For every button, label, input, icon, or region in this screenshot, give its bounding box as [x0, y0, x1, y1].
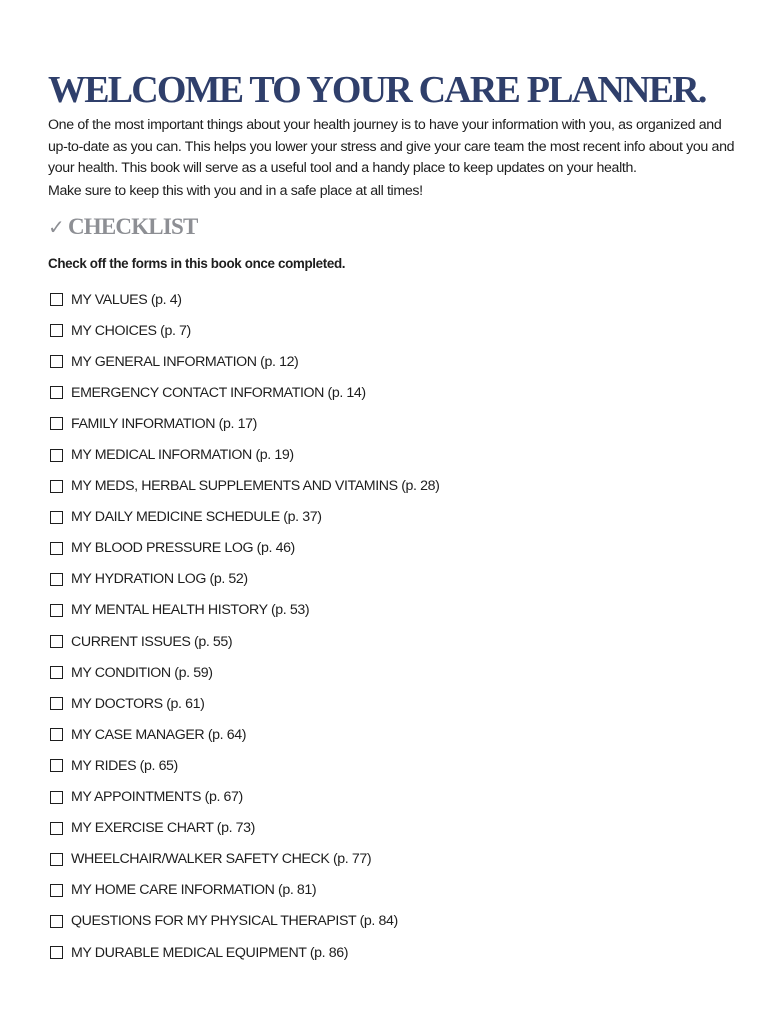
safety-note: Make sure to keep this with you and in a safe place at all times!	[48, 183, 423, 199]
checklist-item[interactable]	[50, 346, 439, 377]
page-title: WELCOME TO YOUR CARE PLANNER.	[48, 69, 706, 111]
checkbox[interactable]	[50, 853, 63, 866]
checkbox[interactable]	[50, 822, 63, 835]
checklist-item-label: MY MENTAL HEALTH HISTORY (p. 53)	[71, 602, 310, 619]
checkbox[interactable]	[50, 635, 63, 648]
checkbox[interactable]	[50, 293, 63, 306]
checkbox[interactable]	[50, 728, 63, 741]
checklist-item[interactable]	[50, 875, 439, 906]
checklist-item-label: EMERGENCY CONTACT INFORMATION (p. 14)	[71, 384, 366, 401]
checklist-item[interactable]	[50, 595, 439, 626]
checkbox[interactable]	[50, 915, 63, 928]
checklist-item[interactable]	[50, 408, 439, 439]
checklist-item[interactable]	[50, 688, 439, 719]
checklist-item[interactable]	[50, 750, 439, 781]
checklist-item-label: MY CONDITION (p. 59)	[71, 664, 213, 681]
checklist-item[interactable]	[50, 439, 439, 470]
checklist-item[interactable]	[50, 564, 439, 595]
checklist-item-label: MY APPOINTMENTS (p. 67)	[71, 789, 243, 806]
checklist-instruction: Check off the forms in this book once completed.	[48, 256, 346, 271]
checkbox[interactable]	[50, 480, 63, 493]
checklist-item-label: MY DURABLE MEDICAL EQUIPMENT (p. 86)	[71, 944, 349, 961]
checkbox[interactable]	[50, 355, 63, 368]
checkbox[interactable]	[50, 449, 63, 462]
checkbox[interactable]	[50, 324, 63, 337]
checklist-item[interactable]	[50, 782, 439, 813]
checklist-item-label: MY MEDS, HERBAL SUPPLEMENTS AND VITAMINS (p. 28)	[71, 478, 440, 495]
checklist-item-label: MY MEDICAL INFORMATION (p. 19)	[71, 447, 294, 464]
checklist-item[interactable]	[50, 844, 439, 875]
checkbox[interactable]	[50, 511, 63, 524]
checkbox[interactable]	[50, 884, 63, 897]
checkmark-icon: ✓	[48, 215, 64, 239]
checkbox[interactable]	[50, 542, 63, 555]
checklist-item[interactable]	[50, 657, 439, 688]
checklist-heading-label: CHECKLIST	[67, 214, 198, 239]
checklist-item[interactable]	[50, 626, 439, 657]
checkbox[interactable]	[50, 604, 63, 617]
checklist-heading	[48, 214, 198, 240]
checklist-item-label: QUESTIONS FOR MY PHYSICAL THERAPIST (p. 84)	[71, 913, 398, 930]
checkbox[interactable]	[50, 573, 63, 586]
checklist-item-label: MY EXERCISE CHART (p. 73)	[71, 820, 255, 837]
checkbox[interactable]	[50, 946, 63, 959]
checklist-item-label: FAMILY INFORMATION (p. 17)	[71, 415, 257, 432]
checklist-item[interactable]	[50, 502, 439, 533]
checklist-item[interactable]	[50, 719, 439, 750]
checklist-item[interactable]	[50, 284, 439, 315]
checklist-item[interactable]	[50, 315, 439, 346]
checklist-item-label: MY HOME CARE INFORMATION (p. 81)	[71, 882, 317, 899]
checklist-item-label: MY GENERAL INFORMATION (p. 12)	[71, 353, 299, 370]
checkbox[interactable]	[50, 791, 63, 804]
checklist-item[interactable]	[50, 906, 439, 937]
checkbox[interactable]	[50, 697, 63, 710]
checklist-item-label: MY HYDRATION LOG (p. 52)	[71, 571, 248, 588]
checkbox[interactable]	[50, 666, 63, 679]
checklist-item-label: MY RIDES (p. 65)	[71, 757, 178, 774]
checklist-item-label: MY CHOICES (p. 7)	[71, 322, 191, 339]
checklist-item[interactable]	[50, 471, 439, 502]
checklist-item-label: CURRENT ISSUES (p. 55)	[71, 633, 233, 650]
checklist-item-label: MY VALUES (p. 4)	[71, 291, 182, 308]
checkbox[interactable]	[50, 759, 63, 772]
checkbox[interactable]	[50, 386, 63, 399]
checklist-item-label: MY BLOOD PRESSURE LOG (p. 46)	[71, 540, 295, 557]
checklist-item-label: MY DOCTORS (p. 61)	[71, 695, 205, 712]
checklist-item[interactable]	[50, 377, 439, 408]
checklist-item-label: MY CASE MANAGER (p. 64)	[71, 726, 247, 743]
checkbox[interactable]	[50, 417, 63, 430]
checklist-item[interactable]	[50, 533, 439, 564]
checklist-item-label: MY DAILY MEDICINE SCHEDULE (p. 37)	[71, 509, 322, 526]
checklist-item-label: WHEELCHAIR/WALKER SAFETY CHECK (p. 77)	[71, 851, 372, 868]
checklist-items	[50, 284, 439, 968]
checklist-item[interactable]	[50, 937, 439, 968]
intro-paragraph: One of the most important things about your health journey is to have your information with you, as organized and up-to-date as you can. This helps you lower your stress and give your care team the most recent info about you and your health. This book will serve as a useful tool and a handy place to keep updates on your health.	[48, 117, 735, 176]
checklist-item[interactable]	[50, 813, 439, 844]
